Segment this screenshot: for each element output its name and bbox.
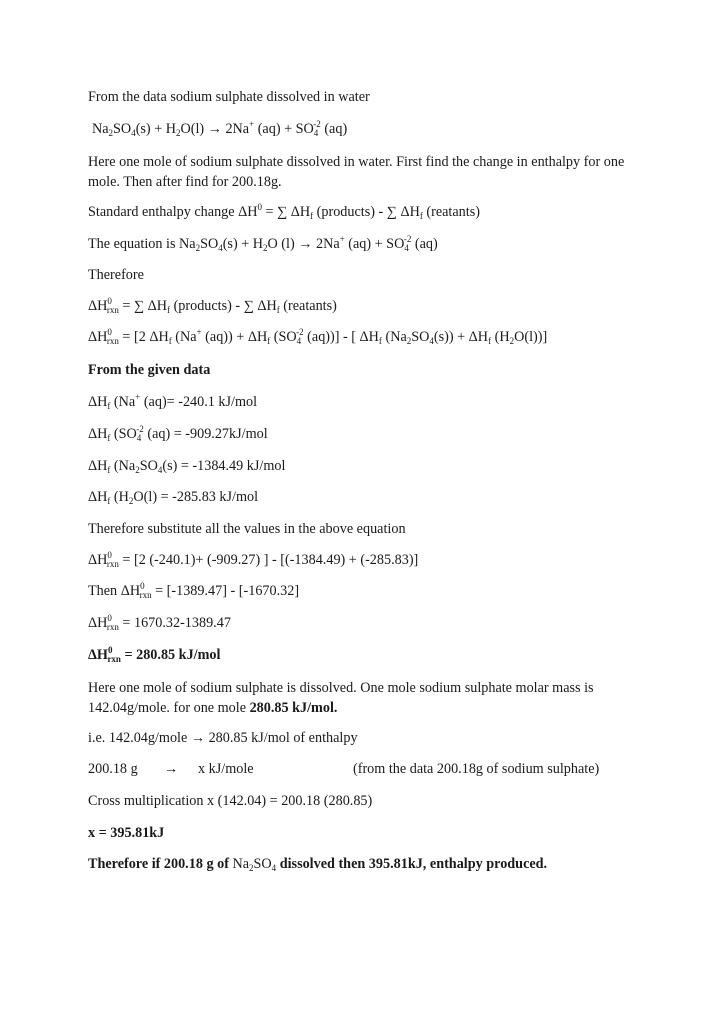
intro-text: From the data sodium sulphate dissolved in water [88,89,370,105]
given-data-heading: From the given data [88,362,211,378]
proportion-mass: 200.18 g [88,761,138,777]
value-so4: $\Delta H_f$ ($SO_4^{-2}$ (aq) = -909.27kJ/mol [88,424,268,443]
proportion-note: (from the data 200.18g of sodium sulphate) [353,761,600,777]
value-na: $\Delta H_f$ (Na+ (aq)= -240.1 kJ/mol [88,392,258,411]
cross-multiplication: Cross multiplication x (142.04) = 200.18 (280.85) [88,793,373,809]
equation-line: The equation is $Na_2SO_4(s) + H_2O$ (l) → 2Na+ $(aq) + SO_4^{-2}$ (aq) [88,234,438,253]
therefore-text: Therefore [88,267,144,283]
proportion-unknown: x kJ/mole [198,761,254,777]
standard-enthalpy-formula: Standard enthalpy change $\Delta H^0$ = ∑ $\Delta H_f$ (products) - ∑ $\Delta H_f$ (reatants) [88,202,480,221]
x-result: x = 395.81kJ [88,825,165,841]
rxn-expanded-formula: $\Delta H^0_{rxn} = [2$ $\Delta H_f$ (Na+ $(aq)) + \Delta H_f$ ($SO_4^{-2}$ (aq))] - [ $\Delta H_f$ $(Na_2SO_4(s)) + \Delta H_f$ $(H_2O(l))$] [88,327,548,346]
substitute-text: Therefore substitute all the values in the above equation [88,521,406,537]
explanation-paragraph: Here one mole of sodium sulphate dissolved in water. First find the change in enthalpy for one mole. Then after find for 200.18g. [88,154,625,190]
value-na2so4: $\Delta H_f$ ($Na_2SO_4(s) = -1384.49$ kJ/mol [88,458,286,475]
then-equation: Then $\Delta H^0_{rxn} = [-1389.47] - [-1670.32]$ [88,581,300,600]
result-equation: $\Delta H^0_{rxn} = 280.85$ kJ/mol [88,645,221,664]
molar-mass-paragraph: Here one mole of sodium sulphate is dissolved. One mole sodium sulphate molar mass is 142.04g/mole. for one mole 280.85 kJ/mol. [88,680,594,716]
ie-line: i.e. 142.04g/mole → 280.85 kJ/mol of enthalpy [88,730,358,746]
rxn-formula: $\Delta H^0_{rxn}$ = ∑ $\Delta H_f$ (products) - ∑ $\Delta H_f$ (reatants) [88,296,337,315]
proportion-row [88,760,648,778]
difference-equation: $\Delta H^0_{rxn} = 1670.32-1389.47$ [88,613,231,632]
reaction-equation: $Na_2SO_4(s) + H_2O(l) \to 2Na^+$ $(aq) + SO_4^{-2}$ (aq) [92,119,348,138]
proportion-arrow: → [164,761,179,777]
value-h2o: $\Delta H_f$ ($H_2O(l) = -285.83$ kJ/mol [88,489,259,506]
substitution-equation: $\Delta H^0_{rxn} = [2$ (-240.1)+ (-909.27) ] - [(-1384.49) + (-285.83)] [88,550,419,569]
final-conclusion: Therefore if 200.18 g of $Na_2SO_4$ dissolved then 395.81kJ, enthalpy produced. [88,856,548,873]
